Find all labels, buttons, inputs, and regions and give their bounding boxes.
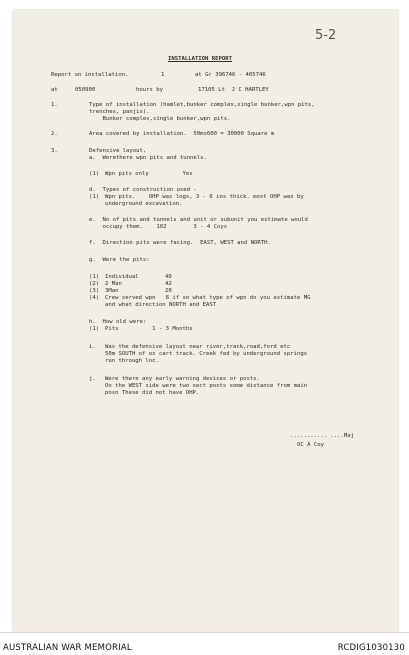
q3h-text: h. How old were: [89, 319, 147, 325]
q3j-line-1: Were there any early warning devices or posts. [105, 376, 260, 382]
q3g-text: g. Were the pits: [89, 257, 150, 263]
q1-line-3: Bunker complex,single bunker,wpn pits. [89, 116, 231, 122]
q3-title: Defensive layout, [89, 148, 147, 154]
q3d1-line-2: underground excavation. [105, 201, 183, 207]
q3i-line-1: Was the defensive layout near river,track,road,ford etc [105, 344, 291, 350]
q3e-line-2: occupy them. 102 3 - 4 Coys [89, 224, 228, 230]
q2-text: Area covered by installation. 50mx600 = 30000 Square m [89, 131, 275, 137]
report-on-label: Report on installation. [51, 72, 129, 78]
q3g4-line-2: and what direction NORTH and EAST [105, 302, 217, 308]
q3j-line-3: posn These did not have OHP. [105, 390, 200, 396]
pit-value-1: 40 [165, 274, 172, 280]
report-number: 1 [161, 72, 165, 78]
pit-value-3: 20 [165, 288, 172, 294]
pit-number-2: (2) [89, 281, 100, 287]
signature-title: OC A Coy [297, 442, 324, 448]
document-page [13, 10, 398, 632]
q3h1-number: (1) [89, 326, 100, 332]
pit-label-2: 2 Man [105, 281, 122, 287]
pit-number-3: (3) [89, 288, 100, 294]
q3i-line-2: 50m SOUTH of ox cart track. Creek fed by underground springs [105, 351, 308, 357]
pit-label-3: 3Man [105, 288, 119, 294]
q3i-label: i. [89, 344, 96, 350]
archive-footer [0, 632, 409, 655]
q3g4-line-1: Crew served wpn 8 if so what type of wpn do you estimate MG [105, 295, 311, 301]
ref-mark: 5-2 [315, 28, 337, 43]
signature-line: ........... ....Maj [290, 433, 354, 439]
q1-number: 1. [51, 102, 58, 108]
q3j-label: j. [89, 376, 96, 382]
q3a1-number: (1) [89, 171, 100, 177]
pit-label-1: Individual [105, 274, 139, 280]
footer-record-id: RCDIG1030130 [337, 643, 405, 653]
report-title: INSTALLATION REPORT [168, 56, 232, 62]
reported-by: 17105 Lt J C HARTLEY [198, 87, 269, 93]
q1-line-2: trenches, panjis). [89, 109, 150, 115]
q3d1-number: (1) [89, 194, 100, 200]
at-label: at [51, 87, 58, 93]
q3f-text: f. Direction pits were facing. EAST, WEST and NORTH. [89, 240, 271, 246]
pit-value-2: 42 [165, 281, 172, 287]
hours-by-label: hours by [136, 87, 163, 93]
pit-number-1: (1) [89, 274, 100, 280]
q3h1-text: Pits 1 - 3 Months [105, 326, 193, 332]
q3a1-text: Wpn pits only Yes [105, 171, 193, 177]
q3a-text: a. Werethere wpn pits and tunnels. [89, 155, 207, 161]
q3i-line-3: run through loc. [105, 358, 159, 364]
q3e-line-1: e. No of pits and tunnels and unit or subunit you estimate would [89, 217, 308, 223]
footer-publisher: AUSTRALIAN WAR MEMORIAL [3, 643, 132, 653]
q3-number: 3. [51, 148, 58, 154]
grid-reference: at Gr 396746 - 405746 [195, 72, 266, 78]
q3g4-number: (4) [89, 295, 100, 301]
time-value: 050900 [75, 87, 96, 93]
q3d1-line-1: Wpn pits. OHP was logs, 3 - 6 ins thick. most OHP was by [105, 194, 304, 200]
q3d-label: d. Types of construction used - [89, 187, 197, 193]
q1-line-1: Type of installation (hamlet,bunker complex,single bunker,wpn pits, [89, 102, 315, 108]
q2-number: 2. [51, 131, 58, 137]
q3j-line-2: On the WEST side were two sect posts some distance from main [105, 383, 308, 389]
